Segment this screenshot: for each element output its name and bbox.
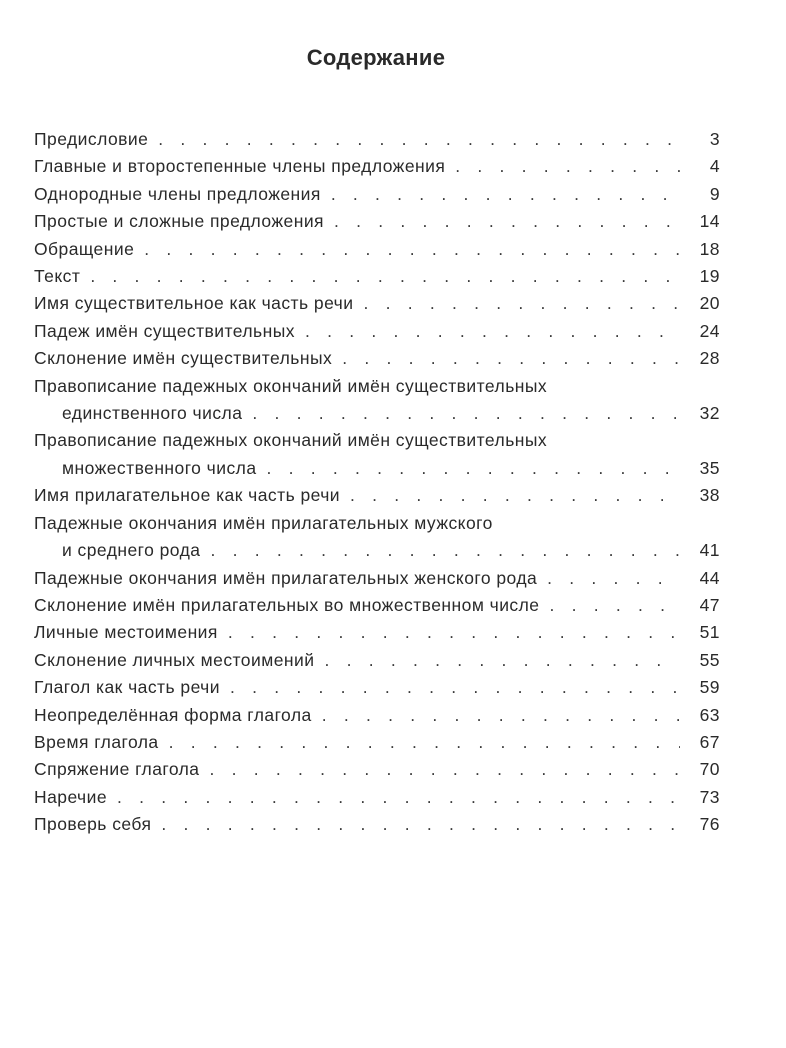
toc-page-number: 51 [699,622,720,643]
toc-page-number: 59 [699,677,720,698]
toc-entry-title-line2: единственного числа [62,403,243,424]
toc-entry [34,126,720,153]
toc-entry-title: Проверь себя [34,814,152,835]
toc-entry-title: Склонение имён существительных [34,348,333,369]
dot-leader [322,702,680,729]
toc-entry-title: Обращение [34,238,135,259]
toc-entry-title: Глагол как часть речи [34,677,220,698]
toc-page-number: 35 [699,457,720,478]
toc-entry-title: Неопределённая форма глагола [34,704,312,725]
toc-page-number: 63 [699,704,720,725]
dot-leader [210,537,680,564]
toc-entry [34,811,720,838]
toc-entry-title: Личные местоимения [34,622,218,643]
dot-leader [169,729,680,756]
toc-entry-title: Падеж имён существительных [34,320,295,341]
toc-entry-title: Текст [34,266,81,287]
dot-leader [342,345,680,372]
toc-page-number: 4 [709,156,720,177]
toc-entry-title-line2: и среднего рода [62,540,201,561]
toc-entry-title-line1: Правописание падежных окончаний имён существительных [34,430,548,451]
toc-page-number: 28 [699,348,720,369]
toc-entry-title: Падежные окончания имён прилагательных женского рода [34,567,538,588]
dot-leader [117,784,680,811]
toc-entry [34,674,720,701]
toc-entry-title: Предисловие [34,129,149,149]
toc-entry-title: Имя прилагательное как часть речи [34,485,341,506]
dot-leader [90,263,680,290]
toc-entry-title-line2: множественного числа [62,457,257,478]
toc-entry [34,784,720,811]
toc-page-number: 38 [699,485,720,506]
dot-leader [158,126,680,153]
toc-page-number: 14 [699,211,720,232]
toc-entry-title: Однородные члены предложения [34,183,321,204]
toc-entry-title-line1: Падежные окончания имён прилагательных мужского [34,512,493,533]
toc-entry-title: Наречие [34,786,108,807]
toc-entry [34,153,720,180]
dot-leader [230,674,680,701]
toc-entry [34,236,720,263]
toc-entry [34,565,720,592]
toc-entry [34,756,720,783]
toc-page-number: 9 [709,183,720,204]
dot-leader [209,756,680,783]
page-title: Содержание [306,44,446,70]
toc-page-number: 3 [709,129,720,149]
toc-page-number: 32 [699,403,720,424]
toc-page-number: 47 [699,594,720,615]
toc-entry-title: Спряжение глагола [34,759,200,780]
toc-entry [34,592,720,619]
toc-entry-title-line1: Правописание падежных окончаний имён существительных [34,375,548,396]
toc-entry [34,647,720,674]
toc-entry [34,345,720,372]
toc-page-number: 20 [699,293,720,314]
dot-leader [455,153,680,180]
dot-leader [549,592,680,619]
toc-entry [34,482,720,509]
dot-leader [547,565,680,592]
dot-leader [324,647,680,674]
toc-page-number: 70 [699,759,720,780]
dot-leader [305,318,680,345]
toc-entry-title: Склонение имён прилагательных во множественном числе [34,594,540,615]
dot-leader [350,482,680,509]
dot-leader [252,400,680,427]
toc-entry [34,263,720,290]
dot-leader [144,236,680,263]
dot-leader [228,619,680,646]
toc-entry [34,619,720,646]
toc-entry [34,181,720,208]
toc-entry [34,318,720,345]
toc-entry [34,290,720,317]
toc-entry [34,427,720,482]
dot-leader [331,181,680,208]
table-of-contents [34,126,720,839]
dot-leader [267,455,680,482]
toc-page-number: 41 [699,540,720,561]
toc-page-number: 44 [699,567,720,588]
dot-leader [161,811,680,838]
toc-page-number: 73 [699,786,720,807]
toc-page-number: 67 [699,731,720,752]
toc-page-number: 19 [699,266,720,287]
toc-entry-title: Главные и второстепенные члены предложения [34,156,446,177]
toc-entry-title: Имя существительное как часть речи [34,293,354,314]
toc-entry-title: Склонение личных местоимений [34,649,315,670]
toc-entry [34,510,720,565]
toc-entry-title: Время глагола [34,731,159,752]
toc-entry [34,208,720,235]
toc-entry [34,373,720,428]
dot-leader [334,208,680,235]
toc-entry-title: Простые и сложные предложения [34,211,324,232]
toc-page-number: 24 [699,320,720,341]
toc-page-number: 18 [699,238,720,259]
toc-entry [34,729,720,756]
toc-page-number: 76 [699,814,720,835]
toc-entry [34,702,720,729]
toc-page-number: 55 [699,649,720,670]
dot-leader [363,290,680,317]
